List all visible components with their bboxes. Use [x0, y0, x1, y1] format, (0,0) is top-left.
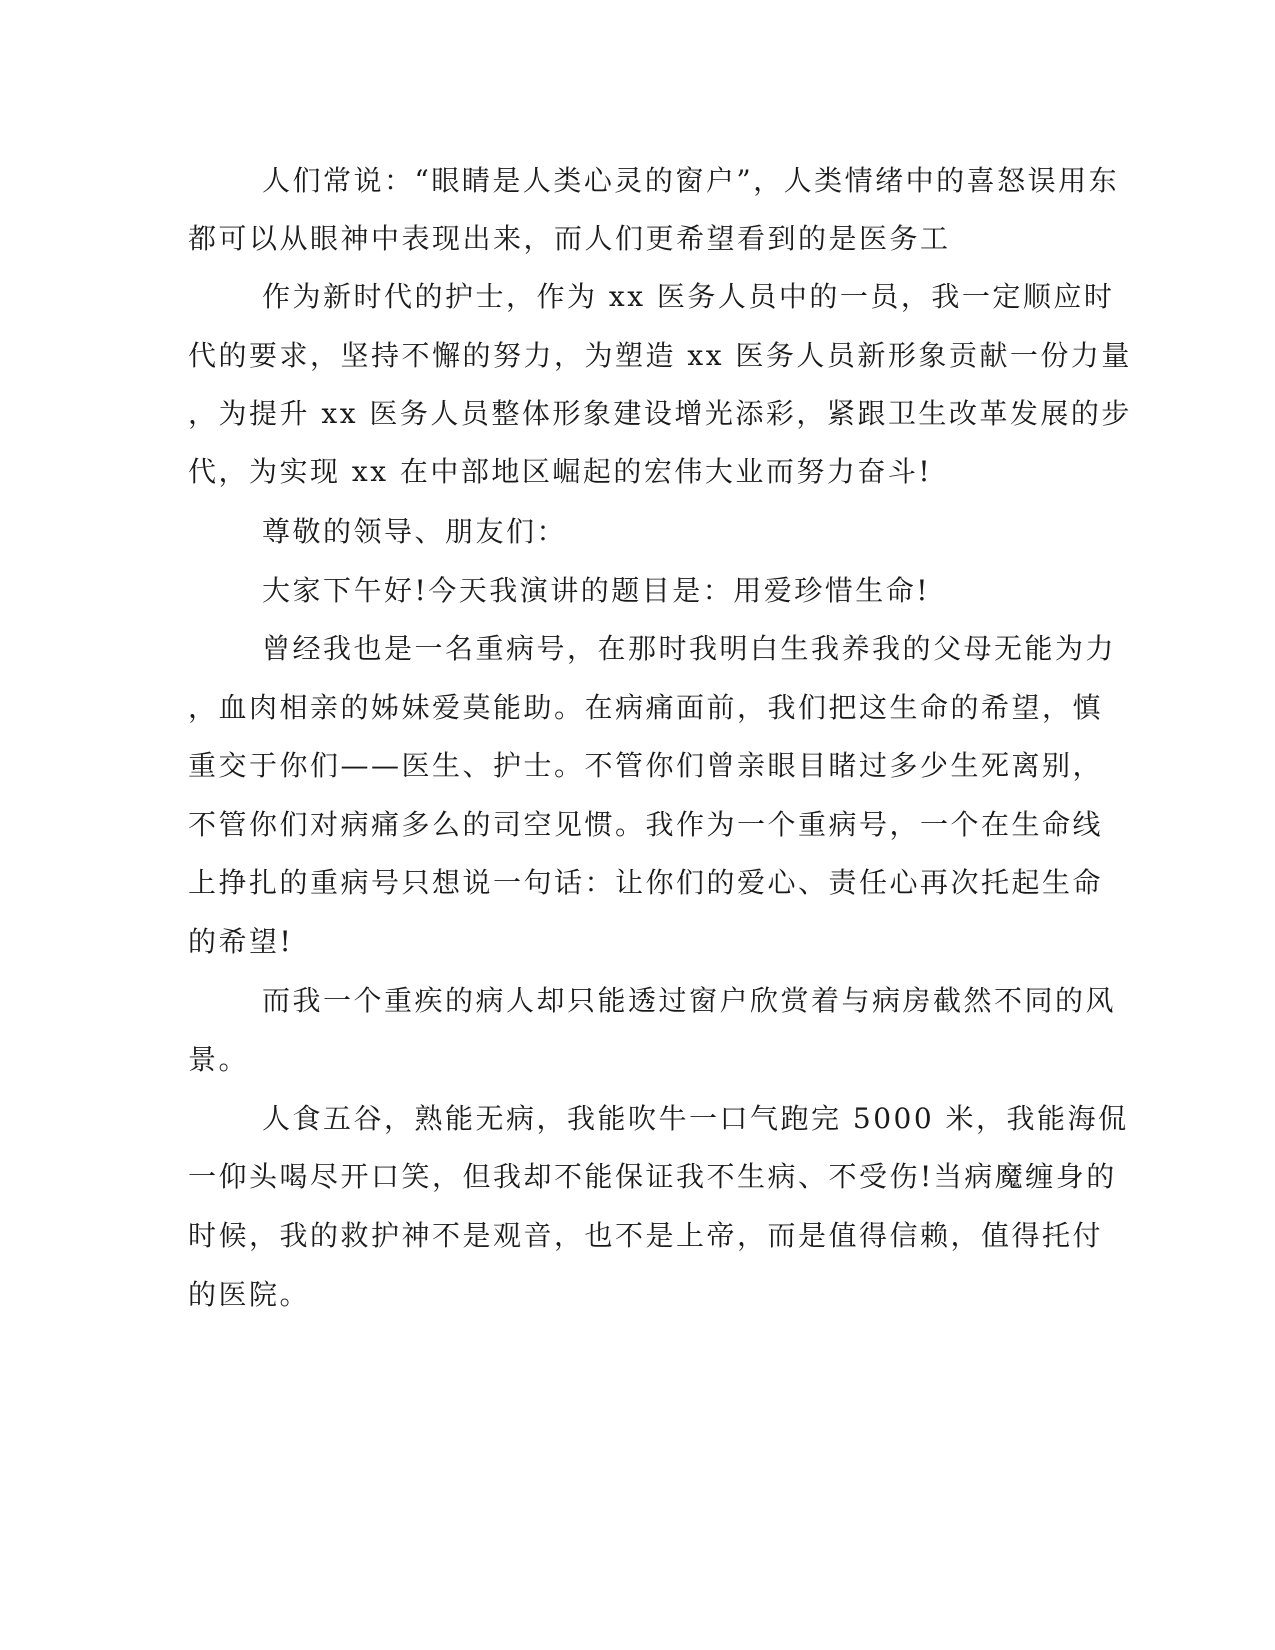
paragraph-7-line-3: 时候，我的救护神不是观音，也不是上帝，而是值得信赖，值得托付	[188, 1219, 1104, 1252]
salutation-line: 尊敬的领导、朋友们：	[262, 515, 568, 548]
paragraph-1-line-1: 人们常说：“眼睛是人类心灵的窗户”，人类情绪中的喜怒误用东	[262, 164, 1120, 197]
paragraph-2-line-4: 代，为实现 xx 在中部地区崛起的宏伟大业而努力奋斗!	[188, 455, 933, 488]
paragraph-5-line-1: 曾经我也是一名重病号，在那时我明白生我养我的父母无能为力	[262, 632, 1117, 665]
paragraph-1-line-2: 都可以从眼神中表现出来，而人们更希望看到的是医务工	[188, 222, 951, 255]
paragraph-5-line-4: 不管你们对病痛多么的司空见惯。我作为一个重病号，一个在生命线	[188, 808, 1104, 841]
paragraph-2-line-1: 作为新时代的护士，作为 xx 医务人员中的一员，我一定顺应时	[262, 280, 1115, 313]
paragraph-6-line-1: 而我一个重疾的病人却只能透过窗户欣赏着与病房截然不同的风	[262, 984, 1117, 1017]
paragraph-7-line-2: 一仰头喝尽开口笑，但我却不能保证我不生病、不受伤!当病魔缠身的	[188, 1160, 1117, 1193]
paragraph-2-line-2: 代的要求，坚持不懈的努力，为塑造 xx 医务人员新形象贡献一份力量	[188, 339, 1132, 372]
greeting-line: 大家下午好!今天我演讲的题目是：用爱珍惜生命!	[262, 574, 931, 607]
paragraph-5-line-5: 上挣扎的重病号只想说一句话：让你们的爱心、责任心再次托起生命	[188, 866, 1104, 899]
paragraph-2-line-3: ，为提升 xx 医务人员整体形象建设增光添彩，紧跟卫生改革发展的步	[188, 397, 1132, 430]
paragraph-5-line-2: ，血肉相亲的姊妹爱莫能助。在病痛面前，我们把这生命的希望，慎	[188, 691, 1104, 724]
paragraph-7-line-4: 的医院。	[188, 1278, 311, 1311]
paragraph-5-line-3: 重交于你们——医生、护士。不管你们曾亲眼目睹过多少生死离别，	[188, 749, 1104, 782]
paragraph-6-line-2: 景。	[188, 1043, 250, 1076]
paragraph-5-line-6: 的希望!	[188, 925, 294, 958]
paragraph-7-line-1: 人食五谷，熟能无病，我能吹牛一口气跑完 5000 米，我能海侃	[262, 1102, 1129, 1135]
